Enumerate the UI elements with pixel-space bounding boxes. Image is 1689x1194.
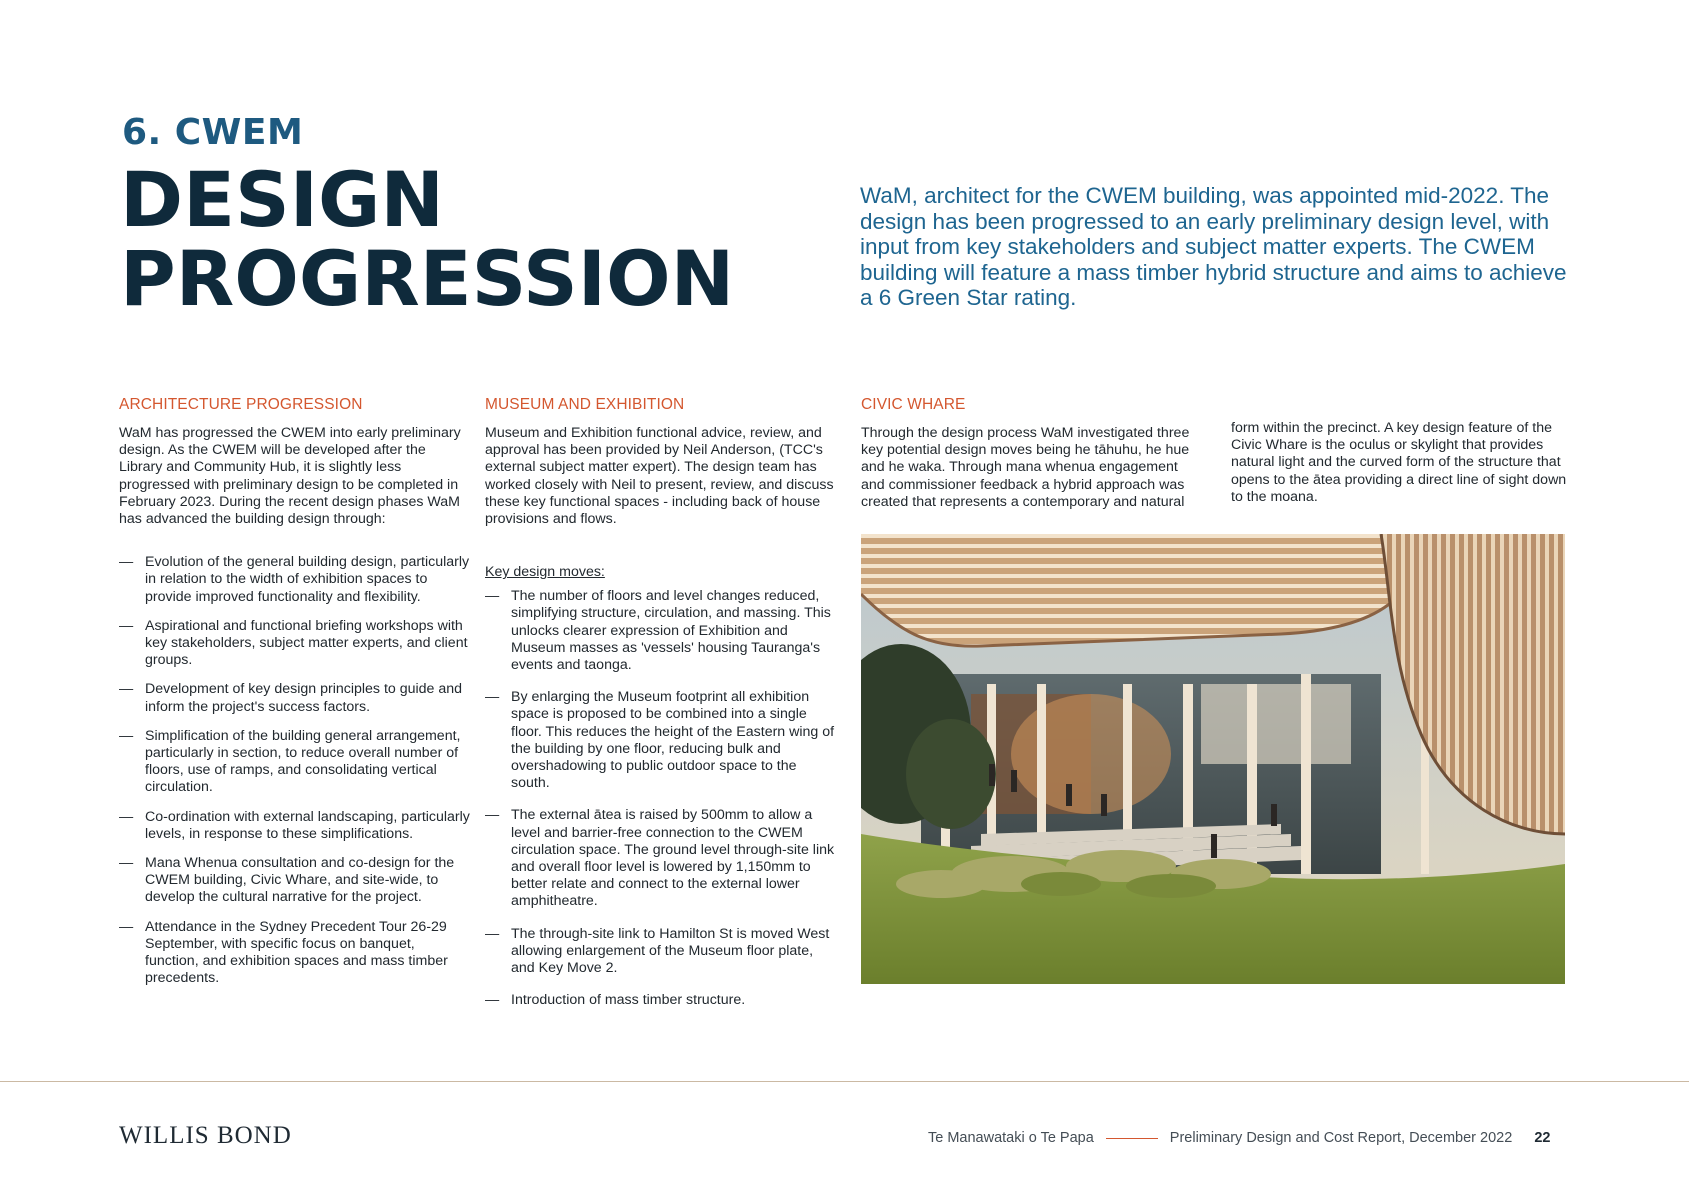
list-item: — By enlarging the Museum footprint all exhibition space is proposed to be combined into a single floor. This reduces the height of the Eastern wing of the building by one floor, reducing bulk and overshadowing to public outdoor space to the south. (485, 689, 837, 792)
list-item: — Simplification of the building general arrangement, particularly in section, to reduce overall number of floors, use of ramps, and consolidating vertical circulation. (119, 728, 471, 797)
list-item: — The number of floors and level changes reduced, simplifying structure, circulation, and massing. This unlocks clearer expression of Exhibition and Museum masses as 'vessels' housing Tauranga's events and taonga. (485, 588, 837, 674)
footer-separator (1106, 1138, 1158, 1139)
civic-column (861, 396, 1201, 511)
footer-report: Preliminary Design and Cost Report, December 2022 (1169, 1130, 1513, 1146)
footer-info (928, 1130, 1550, 1146)
intro-paragraph: WaM, architect for the CWEM building, was appointed mid-2022. The design has been progressed to an early preliminary design level, with input from key stakeholders and subject matter experts. The CWEM building will feature a mass timber hybrid structure and aims to achieve a 6 Green Star rating. (860, 183, 1567, 310)
list-item: — Mana Whenua consultation and co-design for the CWEM building, Civic Whare, and site-wide, to develop the cultural narrative for the project. (119, 855, 471, 907)
architecture-list (119, 554, 471, 987)
page-title-line-1: DESIGN (120, 155, 445, 244)
list-item: — The external ātea is raised by 500mm to allow a level and barrier-free connection to the CWEM circulation space. The ground level through-site link and overall floor level is lowered by 1,150mm to better relate and connect to the external lower amphitheatre. (485, 807, 837, 910)
list-item: — Development of key design principles to guide and inform the project's success factors. (119, 681, 471, 715)
list-item: — Aspirational and functional briefing workshops with key stakeholders, subject matter experts, and client groups. (119, 618, 471, 670)
museum-heading: MUSEUM AND EXHIBITION (485, 396, 685, 413)
civic-whare-render-image (861, 534, 1565, 984)
civic-heading: CIVIC WHARE (861, 396, 966, 413)
footer-divider (0, 1081, 1689, 1082)
museum-body: Museum and Exhibition functional advice, review, and approval has been provided by Neil Anderson, (TCC's external subject matter expert). The design team has worked closely with Neil to present, review, and discuss these key functional spaces - including back of house provisions and flows. (485, 425, 834, 528)
key-moves-list (485, 588, 837, 1009)
civic-body-left: Through the design process WaM investigated three key potential design moves being he tāhuhu, he hue and he waka. Through mana whenua engagement and commissioner feedback a hybrid approach was created that represents a contemporary and natural (861, 425, 1190, 510)
list-item: — Co-ordination with external landscaping, particularly levels, in response to these simplifications. (119, 809, 471, 843)
architecture-column (119, 396, 471, 999)
architecture-body: WaM has progressed the CWEM into early preliminary design. As the CWEM will be developed after the Library and Community Hub, it is slightly less progressed with preliminary design to be completed in February 2023. During the recent design phases WaM has advanced the building design through: (119, 425, 461, 528)
section-number: 6. CWEM (122, 112, 304, 153)
museum-column (485, 396, 837, 1024)
page-number: 22 (1534, 1130, 1551, 1146)
page-title (120, 155, 735, 323)
civic-body-right: form within the precinct. A key design feature of the Civic Whare is the oculus or skylight that provides natural light and the curved form of the structure that opens to the ātea providing a direct line of sight down to the moana. (1231, 420, 1567, 505)
footer-project: Te Manawataki o Te Papa (928, 1130, 1094, 1146)
list-item: — Attendance in the Sydney Precedent Tour 26-29 September, with specific focus on banquet, function, and exhibition spaces and mass timber precedents. (119, 919, 471, 988)
list-item: — Introduction of mass timber structure. (485, 992, 837, 1009)
page-title-line-2: PROGRESSION (120, 234, 735, 323)
civic-column-continued (1231, 420, 1571, 506)
list-item: — The through-site link to Hamilton St is moved West allowing enlargement of the Museum floor plate, and Key Move 2. (485, 926, 837, 978)
key-moves-subheading: Key design moves: (485, 564, 605, 581)
brand-logo: WILLIS BOND (119, 1122, 292, 1149)
list-item: — Evolution of the general building design, particularly in relation to the width of exhibition spaces to provide improved functionality and flexibility. (119, 554, 471, 606)
architecture-heading: ARCHITECTURE PROGRESSION (119, 396, 363, 413)
